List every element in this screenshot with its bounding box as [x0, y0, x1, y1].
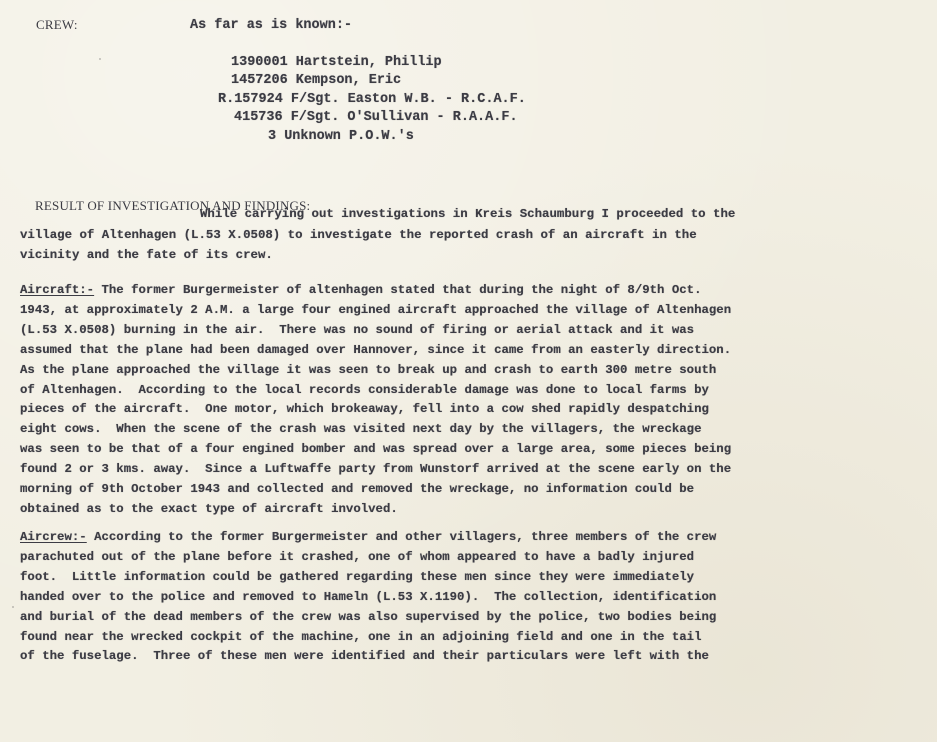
aircrew-paragraph: [20, 528, 716, 667]
text-line: assumed that the plane had been damaged over Hannover, since it came from an easterly direction.: [20, 342, 732, 357]
text-line: According to the former Burgermeister and other villagers, three members of the crew: [86, 530, 717, 544]
crew-label: CREW:: [36, 17, 78, 32]
text-line: of the fuselage. Three of these men were identified and their particulars were left with the: [20, 649, 709, 664]
text-line: handed over to the police and removed to Hameln (L.53 X.1190). The collection, identification: [20, 589, 717, 604]
text-line: and burial of the dead members of the crew was also supervised by the police, two bodies being: [20, 609, 717, 624]
paper-speck: [99, 58, 101, 60]
text-line: eight cows. When the scene of the crash was visited next day by the villagers, the wreckage: [20, 422, 702, 437]
aircraft-paragraph: [20, 281, 731, 520]
text-line: found near the wrecked cockpit of the machine, one in an adjoining field and one in the tail: [20, 629, 702, 644]
text-line: foot. Little information could be gathered regarding these men since they were immediately: [20, 569, 695, 584]
crew-member: 1390001 Hartstein, Phillip: [231, 55, 442, 70]
text-line: obtained as to the exact type of aircraft involved.: [20, 501, 398, 516]
text-line: As the plane approached the village it was seen to break up and crash to earth 300 metre south: [20, 362, 717, 377]
text-line: parachuted out of the plane before it crashed, one of whom appeared to have a badly injured: [20, 549, 695, 564]
text-line: While carrying out investigations in Kreis Schaumburg I proceeded to the: [200, 207, 736, 221]
crew-intro: As far as is known:-: [190, 18, 353, 33]
aircraft-heading: Aircraft:-: [20, 283, 95, 297]
aircrew-heading: Aircrew:-: [20, 530, 87, 544]
investigation-paragraph: [200, 205, 735, 225]
text-line: The former Burgermeister of altenhagen stated that during the night of 8/9th Oct.: [94, 283, 702, 297]
crew-member: 1457206 Kempson, Eric: [231, 73, 402, 88]
crew-member: R.157924 F/Sgt. Easton W.B. - R.C.A.F.: [218, 92, 526, 107]
text-line: pieces of the aircraft. One motor, which brokeaway, fell into a cow shed rapidly despatching: [20, 402, 709, 417]
paper-speck: [12, 606, 14, 608]
text-line: was seen to be that of a four engined bomber and was spread over a large area, some pieces being: [20, 442, 732, 457]
investigation-label: RESULT OF INVESTIGATION AND FINDINGS:: [35, 198, 311, 213]
text-line: village of Altenhagen (L.53 X.0508) to investigate the reported crash of an aircraft in the: [20, 228, 697, 242]
text-line: vicinity and the fate of its crew.: [20, 248, 273, 262]
crew-member: 415736 F/Sgt. O'Sullivan - R.A.A.F.: [234, 110, 518, 125]
investigation-paragraph-cont: [20, 225, 697, 265]
text-line: of Altenhagen. According to the local records considerable damage was done to local farms by: [20, 382, 709, 397]
text-line: morning of 9th October 1943 and collected and removed the wreckage, no information could be: [20, 482, 695, 497]
text-line: (L.53 X.0508) burning in the air. There was no sound of firing or aerial attack and it was: [20, 322, 695, 337]
text-line: 1943, at approximately 2 A.M. a large four engined aircraft approached the village of Altenhagen: [20, 302, 732, 317]
crew-member: 3 Unknown P.O.W.'s: [268, 129, 414, 144]
text-line: found 2 or 3 kms. away. Since a Luftwaffe party from Wunstorf arrived at the scene early on the: [20, 462, 732, 477]
